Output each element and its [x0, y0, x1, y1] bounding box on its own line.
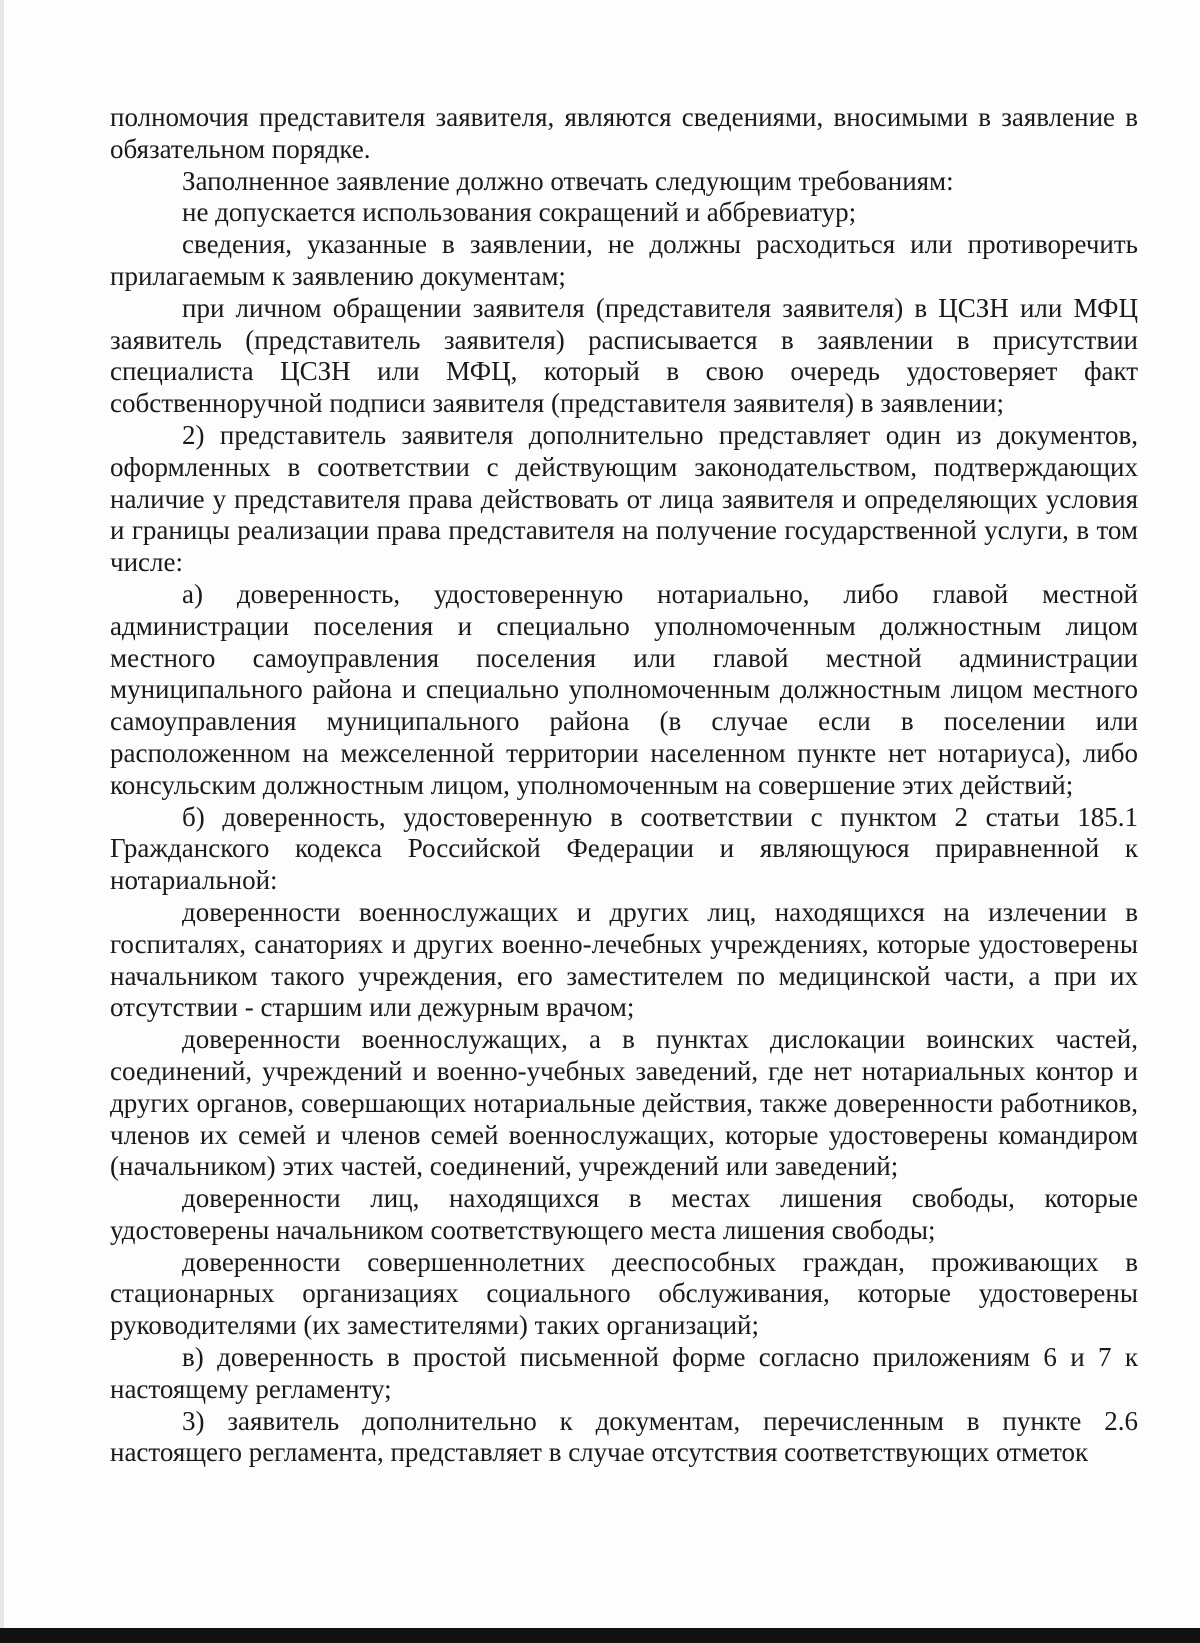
paragraph: б) доверенность, удостоверенную в соответствии с пунктом 2 статьи 185.1 Гражданского кодекса Российской Федерации и являющуюся приравненной к нотариальной: — [110, 801, 1138, 896]
paragraph: не допускается использования сокращений и аббревиатур; — [182, 197, 857, 228]
paragraph: при личном обращении заявителя (представителя заявителя) в ЦСЗН или МФЦ заявитель (представитель заявителя) расписывается в заявлении в присутствии специалиста ЦСЗН или МФЦ, который в свою очередь удостоверяет факт собственноручной подписи заявителя (представителя заявителя) в заявлении; — [110, 292, 1138, 419]
paragraph: доверенности военнослужащих и других лиц, находящихся на излечении в госпиталях, санаториях и других военно-лечебных учреждениях, которые удостоверены начальником такого учреждения, его заместителем по медицинской части, а при их отсутствии - старшим или дежурным врачом; — [110, 896, 1138, 1023]
paragraph: 3) заявитель дополнительно к документам, перечисленным в пункте 2.6 настоящего регламента, представляет в случае отсутствия соответствующих отметок — [110, 1405, 1138, 1468]
paragraph: в) доверенность в простой письменной форме согласно приложениям 6 и 7 к настоящему регламенту; — [110, 1342, 1138, 1404]
paragraph: Заполненное заявление должно отвечать следующим требованиям: — [182, 165, 954, 196]
document-body — [110, 102, 1138, 1469]
paragraph: сведения, указанные в заявлении, не должны расходиться или противоречить прилагаемым к заявлению документам; — [110, 229, 1138, 291]
paragraph: полномочия представителя заявителя, являются сведениями, вносимыми в заявление в обязательном порядке. — [110, 102, 1138, 164]
paragraph: 2) представитель заявителя дополнительно представляет один из документов, оформленных в соответствии с действующим законодательством, подтверждающих наличие у представителя права действовать от лица заявителя и определяющих условия и границы реализации права представителя на получение государственной услуги, в том числе: — [110, 419, 1138, 578]
scan-left-edge — [0, 0, 4, 1643]
paragraph: доверенности лиц, находящихся в местах лишения свободы, которые удостоверены начальником соответствующего места лишения свободы; — [110, 1183, 1138, 1245]
paragraph: а) доверенность, удостоверенную нотариально, либо главой местной администрации поселения и специально уполномоченным должностным лицом местного самоуправления поселения или главой местной администрации муниципального района и специально уполномоченным должностным лицом местного самоуправления муниципального района (в случае если в поселении или расположенном на межселенной территории населенном пункте нет нотариуса), либо консульским должностным лицом, уполномоченным на совершение этих действий; — [110, 578, 1138, 800]
scan-bottom-edge — [0, 1628, 1200, 1643]
paragraph: доверенности совершеннолетних дееспособных граждан, проживающих в стационарных организациях социального обслуживания, которые удостоверены руководителями (их заместителями) таких организаций; — [110, 1246, 1138, 1341]
paragraph: доверенности военнослужащих, а в пунктах дислокации воинских частей, соединений, учреждений и военно-учебных заведений, где нет нотариальных контор и других органов, совершающих нотариальные действия, также доверенности работников, членов их семей и членов семей военнослужащих, которые удостоверены командиром (начальником) этих частей, соединений, учреждений или заведений; — [110, 1024, 1138, 1182]
